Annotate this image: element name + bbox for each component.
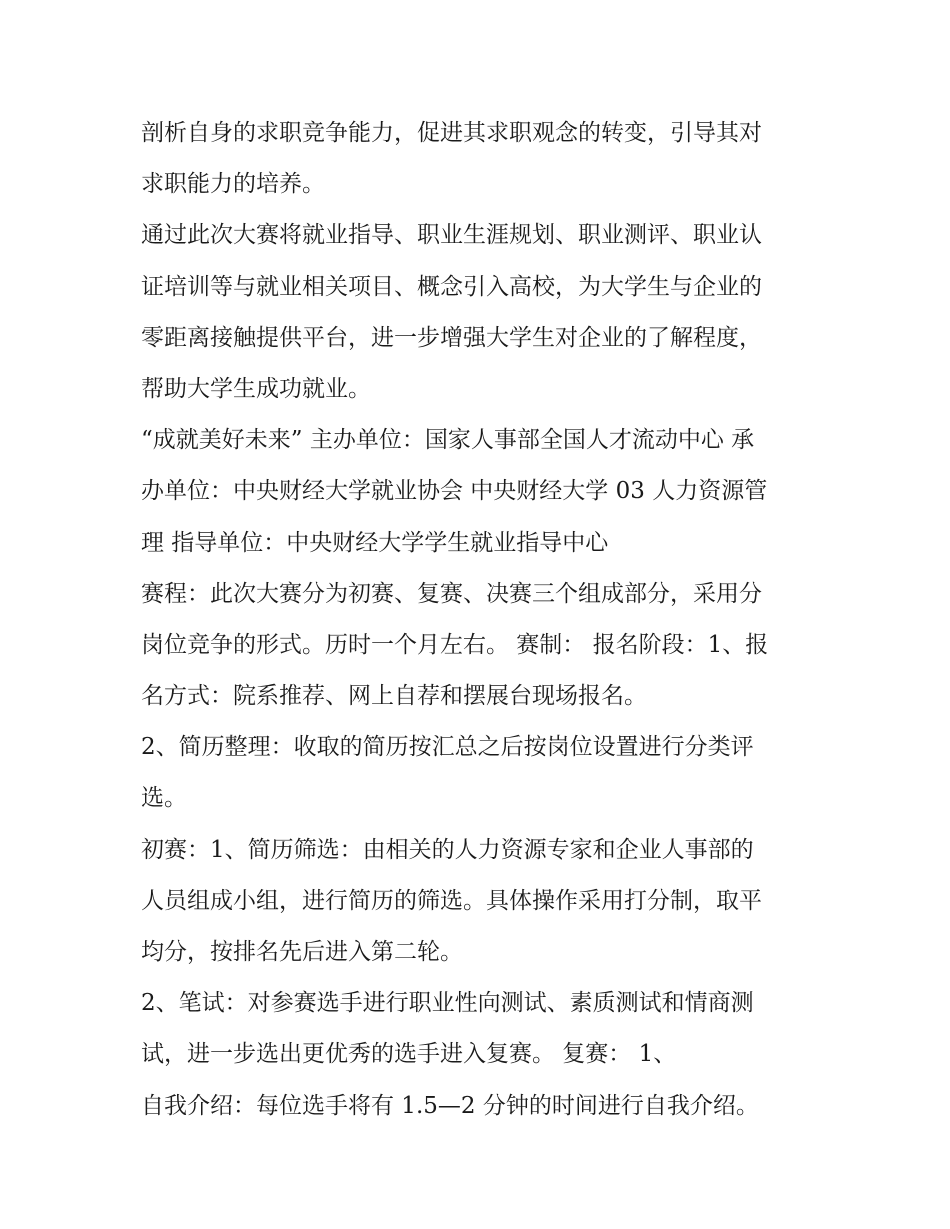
text-line: 求职能力的培养。 — [141, 171, 325, 198]
text-line: 均分，按排名先后进入第二轮。 — [141, 939, 463, 965]
text-line: 通过此次大赛将就业指导、职业生涯规划、职业测评、职业认 — [141, 222, 762, 249]
text-line: 办单位：中央财经大学就业协会 中央财经大学 03 人力资源管 — [141, 478, 768, 505]
text-line: 试，进一步选出更优秀的选手进入复赛。 复赛： 1、 — [141, 1041, 677, 1068]
text-line: 名方式：院系推荐、网上自荐和摆展台现场报名。 — [141, 683, 647, 710]
text-line: 2、简历整理：收取的简历按汇总之后按岗位设置进行分类评 — [141, 734, 754, 761]
text-line: 赛程：此次大赛分为初赛、复赛、决赛三个组成部分，采用分 — [141, 580, 762, 607]
text-line: 帮助大学生成功就业。 — [141, 375, 371, 402]
text-line: 零距离接触提供平台，进一步增强大学生对企业的了解程度， — [141, 324, 762, 351]
text-line: 自我介绍：每位选手将有 1.5—2 分钟的时间进行自我介绍。 — [141, 1092, 759, 1119]
text-line: 理 指导单位：中央财经大学学生就业指导中心 — [141, 529, 609, 556]
text-line: 岗位竞争的形式。历时一个月左右。 赛制： 报名阶段：1、报 — [141, 631, 769, 658]
text-line: 初赛：1、简历筛选：由相关的人力资源专家和企业人事部的 — [141, 836, 754, 863]
text-line: 选。 — [141, 785, 187, 812]
text-line: “成就美好未来” 主办单位：国家人事部全国人才流动中心 承 — [141, 427, 755, 454]
text-line: 2、笔试：对参赛选手进行职业性向测试、素质测试和情商测 — [141, 990, 754, 1017]
text-line: 人员组成小组，进行简历的筛选。具体操作采用打分制，取平 — [141, 887, 762, 914]
text-line: 证培训等与就业相关项目、概念引入高校，为大学生与企业的 — [141, 273, 762, 300]
document-body — [141, 108, 821, 1132]
text-line: 剖析自身的求职竞争能力，促进其求职观念的转变，引导其对 — [141, 120, 762, 146]
